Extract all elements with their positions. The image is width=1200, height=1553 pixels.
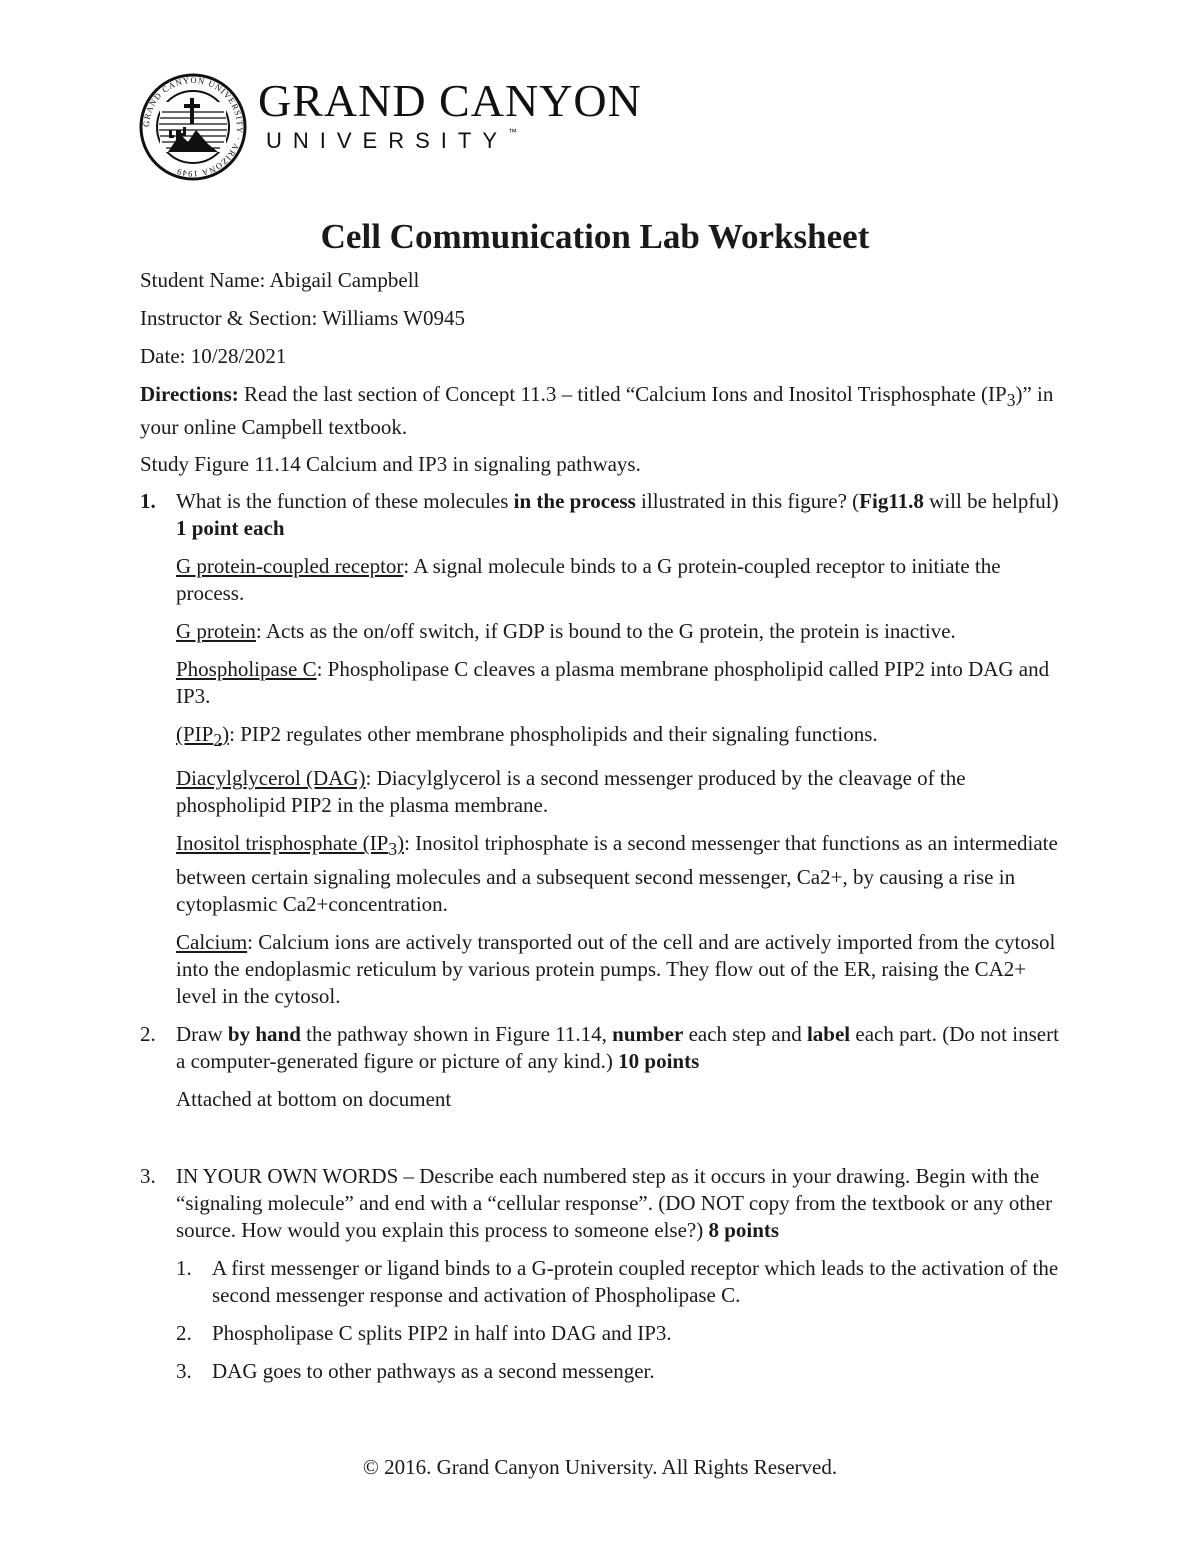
term-calcium: Calcium (176, 929, 248, 954)
answer-calcium: Calcium: Calcium ions are actively transported out of the cell and are actively imported from the cytosol into the endoplasmic reticulum by various protein pumps. They flow out of the ER, raising the CA2+ level in the cytosol. (176, 929, 1056, 1008)
term-gpcr: G protein-coupled receptor (176, 554, 404, 579)
answer-ip3: Inositol trisphosphate $(IP_3)$: Inositol triphosphate is a second messenger that functions as an intermediate between certain signaling molecules and a subsequent second messenger, Ca2+, by causing a rise in cytoplasmic Ca2+concentration. (176, 831, 1058, 916)
points-label: 10 points (618, 1048, 700, 1073)
term-ip3: Inositol trisphosphate $(IP_3)$ (176, 831, 405, 860)
term-g-protein: G protein (176, 619, 256, 644)
points-label: 8 points (708, 1217, 780, 1242)
answer-g-protein: G protein: Acts as the on/off switch, if GDP is bound to the G protein, the protein is inactive. (176, 619, 956, 644)
answer-gpcr: G protein-coupled receptor: A signal molecule binds to a G protein-coupled receptor to initiate the process. (176, 554, 1001, 606)
term-pip2: $(PIP_2)$ (176, 722, 230, 751)
answer-pip2: $(PIP_2)$: PIP2 regulates other membrane phospholipids and their signaling functions. (176, 722, 878, 751)
question-2: 2. Draw by hand the pathway shown in Figure 11.14, number each step and label each part. (Do not insert a computer-generated figure or picture of any kind.) 10 points (140, 1021, 1059, 1073)
list-item: 1. A first messenger or ligand binds to a G-protein coupled receptor which leads to the activation of the second messenger response and activation of Phospholipase C. (176, 1255, 1059, 1307)
points-label: 1 point each (176, 516, 285, 541)
page-title: Cell Communication Lab Worksheet (320, 217, 870, 256)
date: Date: 10/28/2021 (140, 344, 287, 368)
instructor-section: Instructor & Section: Williams W0945 (140, 306, 466, 330)
university-seal-icon (138, 72, 248, 182)
question-3: 3. IN YOUR OWN WORDS – Describe each numbered step as it occurs in your drawing. Begin with the “signaling molecule” and end with a “cellular response”. (DO NOT copy from the textbook or any other source. How would you explain this process to someone else?) 8 points (140, 1163, 1053, 1242)
list-item: 3. DAG goes to other pathways as a second messenger. (176, 1358, 655, 1383)
directions-label: Directions: (140, 382, 239, 406)
question-number: 2. (140, 1021, 156, 1046)
question-number: 3. (140, 1163, 156, 1188)
answer-dag: Diacylglycerol (DAG): Diacylglycerol is a second messenger produced by the cleavage of the phospholipid PIP2 in the plasma membrane. (176, 766, 966, 818)
seal-text: GRAND CANYON UNIVERSITY · ARIZONA 1949 (140, 74, 246, 180)
directions: Directions: Read the last section of Concept 11.3 – titled “Calcium Ions and Inositol Trisphosphate $(IP_3)$” in your online Campbell textbook. (140, 382, 1054, 440)
list-item: 2. Phospholipase C splits PIP2 in half into DAG and IP3. (176, 1320, 672, 1345)
term-dag: Diacylglycerol (DAG) (176, 766, 366, 791)
answer-q2: Attached at bottom on document (176, 1086, 452, 1111)
term-phospholipase-c: Phospholipase C (176, 657, 317, 682)
answer-phospholipase-c: Phospholipase C: Phospholipase C cleaves a plasma membrane phospholipid called PIP2 into DAG and IP3. (176, 657, 1050, 709)
step-list (140, 1255, 1070, 1385)
trademark-symbol: ™ (508, 127, 518, 137)
university-subtitle: UNIVERSITY™ (266, 127, 518, 153)
question-1: 1. What is the function of these molecules in the process illustrated in this figure? (Fig11.8 will be helpful) 1 point each (140, 489, 1059, 541)
worksheet-body (140, 267, 1070, 1396)
copyright-footer: © 2016. Grand Canyon University. All Rights Reserved. (362, 1455, 838, 1479)
university-name: GRAND CANYON (258, 75, 642, 126)
student-name: Student Name: Abigail Campbell (140, 268, 420, 292)
question-number: 1. (140, 489, 156, 514)
gcu-logo (138, 72, 642, 182)
study-instruction: Study Figure 11.14 Calcium and IP3 in signaling pathways. (140, 452, 641, 477)
